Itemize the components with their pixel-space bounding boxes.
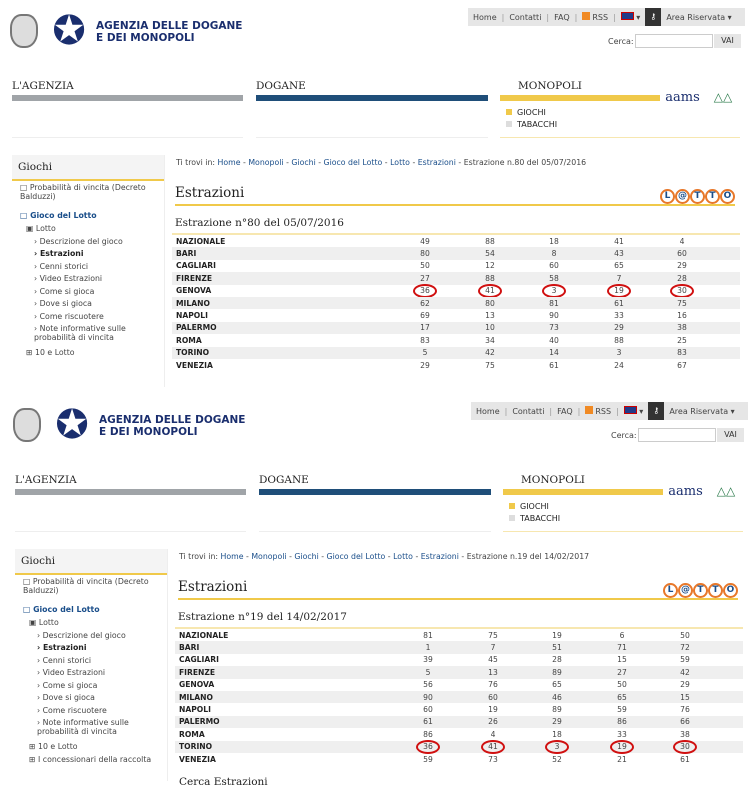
- table-row: [172, 285, 740, 297]
- breadcrumb-link[interactable]: Monopoli: [248, 158, 284, 167]
- city-name: GENOVA: [179, 680, 215, 690]
- breadcrumb-link[interactable]: Estrazioni: [417, 158, 456, 167]
- drawn-number: 29: [677, 261, 687, 271]
- drawn-number: 65: [552, 680, 562, 690]
- agency-star-logo-icon: ✪: [52, 8, 86, 54]
- table-row: [175, 666, 743, 678]
- drawn-number: 80: [485, 298, 495, 308]
- separator: |: [501, 12, 505, 22]
- drawn-number: 29: [680, 680, 690, 690]
- drawn-number: 42: [485, 348, 495, 358]
- sidebar-item-label: Come si gioca: [39, 287, 95, 296]
- table-row: [175, 654, 743, 666]
- page-screenshot: [0, 0, 751, 394]
- breadcrumb-link[interactable]: Gioco del Lotto: [323, 158, 383, 167]
- drawn-number: 65: [614, 261, 624, 271]
- breadcrumb-link[interactable]: Gioco del Lotto: [326, 552, 386, 561]
- city-name: TORINO: [179, 742, 213, 752]
- drawn-number: 50: [617, 680, 627, 690]
- table-row: [175, 728, 743, 740]
- drawn-number: 6: [619, 630, 625, 640]
- sidebar-item[interactable]: ⊞ 10 e Lotto: [29, 742, 78, 751]
- city-name: NAPOLI: [176, 311, 208, 321]
- city-name: BARI: [176, 249, 197, 259]
- drawn-number: 19: [604, 286, 634, 295]
- separator: |: [577, 406, 581, 416]
- drawn-number: 33: [614, 311, 624, 321]
- separator: |: [549, 406, 553, 416]
- republic-emblem-icon: [13, 408, 41, 442]
- drawn-number: 46: [552, 692, 562, 702]
- nav-rss[interactable]: RSS: [585, 406, 611, 416]
- table-row: [175, 716, 743, 728]
- adm-logo-icon: △△: [713, 90, 733, 104]
- sidebar-item-label: Probabilità di vincita (Decreto Balduzzi): [23, 577, 149, 595]
- drawn-number: 75: [488, 630, 498, 640]
- sidebar-item[interactable]: › Come si gioca: [34, 287, 95, 296]
- drawn-number: 29: [420, 360, 430, 370]
- drawn-number: 59: [617, 705, 627, 715]
- breadcrumb-link[interactable]: Giochi: [294, 552, 319, 561]
- drawn-number: 13: [488, 667, 498, 677]
- sidebar-item[interactable]: › Descrizione del gioco: [37, 631, 126, 640]
- drawn-number: 62: [420, 298, 430, 308]
- sidebar-item[interactable]: ⊞ I concessionari della raccolta: [29, 755, 152, 764]
- city-name: ROMA: [179, 729, 205, 739]
- section-dogane[interactable]: DOGANE: [256, 78, 488, 138]
- search-input[interactable]: [635, 34, 713, 48]
- drawn-number: 76: [488, 680, 498, 690]
- drawn-number: 75: [677, 298, 687, 308]
- drawn-number: 72: [680, 643, 690, 653]
- sidebar-item[interactable]: › Cenni storici: [37, 656, 92, 665]
- drawn-number: 81: [549, 298, 559, 308]
- sidebar-item[interactable]: ▣ Lotto: [26, 224, 56, 233]
- drawn-number: 73: [488, 754, 498, 764]
- sidebar-item[interactable]: › Dove si gioca: [37, 693, 95, 702]
- drawn-number: 28: [552, 655, 562, 665]
- search-label: Cerca:: [608, 37, 634, 46]
- drawn-number: 3: [542, 742, 572, 751]
- drawn-number: 38: [680, 729, 690, 739]
- draw-subtitle: Estrazione n°80 del 05/07/2016: [175, 217, 344, 229]
- city-name: NAPOLI: [179, 705, 211, 715]
- table-row: [172, 272, 740, 284]
- drawn-number: 27: [420, 273, 430, 283]
- language-dropdown[interactable]: ▾: [621, 12, 641, 22]
- key-icon[interactable]: ⚷: [648, 402, 664, 420]
- section-agenzia[interactable]: L'AGENZIA: [12, 78, 243, 138]
- sidebar-item[interactable]: › Note informative sulle probabilità di vincita: [37, 718, 129, 736]
- drawn-number: 14: [549, 348, 559, 358]
- breadcrumb-link[interactable]: Giochi: [291, 158, 316, 167]
- sidebar-item[interactable]: ⊞ 10 e Lotto: [26, 348, 75, 357]
- drawn-number: 83: [420, 335, 430, 345]
- menu-giochi[interactable]: GIOCHI: [506, 108, 546, 117]
- drawn-number: 60: [549, 261, 559, 271]
- sidebar-item[interactable]: › Descrizione del gioco: [34, 237, 123, 246]
- drawn-number: 1: [425, 643, 431, 653]
- breadcrumb-link[interactable]: Lotto: [390, 158, 410, 167]
- city-name: BARI: [179, 643, 200, 653]
- drawn-number: 21: [617, 754, 627, 764]
- sidebar-item[interactable]: › Dove si gioca: [34, 299, 92, 308]
- nav-home[interactable]: Home: [476, 406, 500, 416]
- drawn-number: 18: [552, 729, 562, 739]
- section-agenzia[interactable]: L'AGENZIA: [15, 472, 246, 532]
- drawn-number: 15: [680, 692, 690, 702]
- drawn-number: 3: [616, 348, 622, 358]
- table-row: [175, 641, 743, 653]
- drawn-number: 61: [680, 754, 690, 764]
- drawn-number: 42: [680, 667, 690, 677]
- city-name: CAGLIARI: [179, 655, 219, 665]
- separator: |: [616, 406, 619, 416]
- drawn-number: 90: [423, 692, 433, 702]
- drawn-number: 3: [539, 286, 569, 295]
- drawn-number: 56: [423, 680, 433, 690]
- drawn-number: 29: [552, 717, 562, 727]
- breadcrumb-link[interactable]: Estrazioni: [420, 552, 459, 561]
- drawn-number: 45: [488, 655, 498, 665]
- drawn-number: 50: [680, 630, 690, 640]
- sidebar-item-label: Dove si gioca: [39, 299, 92, 308]
- drawn-number: 4: [490, 729, 496, 739]
- breadcrumb-link[interactable]: Home: [220, 552, 244, 561]
- sidebar-title: Giochi: [15, 549, 167, 575]
- divider: [175, 204, 735, 206]
- city-name: ROMA: [176, 335, 202, 345]
- drawn-number: 17: [420, 323, 430, 333]
- draw-results-table: [175, 627, 743, 765]
- menu-tabacchi[interactable]: TABACCHI: [509, 514, 560, 523]
- aams-logo: aams: [665, 90, 700, 105]
- drawn-number: 19: [552, 630, 562, 640]
- search-label: Cerca:: [611, 431, 637, 440]
- divider: [178, 598, 738, 600]
- table-row: [175, 679, 743, 691]
- sidebar-title: Giochi: [12, 155, 164, 181]
- drawn-number: 59: [680, 655, 690, 665]
- drawn-number: 28: [677, 273, 687, 283]
- city-name: FIRENZE: [176, 273, 213, 283]
- drawn-number: 58: [549, 273, 559, 283]
- drawn-number: 71: [617, 643, 627, 653]
- sidebar-item-label: Dove si gioca: [42, 693, 95, 702]
- drawn-number: 26: [488, 717, 498, 727]
- table-row: [172, 297, 740, 309]
- drawn-number: 15: [617, 655, 627, 665]
- drawn-number: 10: [485, 323, 495, 333]
- city-name: VENEZIA: [176, 360, 213, 370]
- sidebar-item-label: Video Estrazioni: [42, 668, 106, 677]
- drawn-number: 4: [679, 236, 685, 246]
- table-row: [175, 629, 743, 641]
- sidebar-item[interactable]: □ Gioco del Lotto: [20, 211, 97, 220]
- area-riservata-dropdown[interactable]: Area Riservata ▾: [666, 12, 732, 22]
- sidebar-item[interactable]: □ Probabilità di vincita (Decreto Balduzzi): [20, 183, 146, 201]
- drawn-number: 89: [552, 705, 562, 715]
- table-row: [172, 235, 740, 247]
- drawn-number: 13: [485, 311, 495, 321]
- nav-contatti[interactable]: Contatti: [509, 12, 542, 22]
- city-name: MILANO: [176, 298, 210, 308]
- table-row: [175, 741, 743, 753]
- agency-star-logo-icon: ✪: [55, 402, 89, 448]
- table-row: [172, 347, 740, 359]
- drawn-number: 27: [617, 667, 627, 677]
- sidebar-item[interactable]: › Note informative sulle probabilità di vincita: [34, 324, 126, 342]
- key-icon[interactable]: ⚷: [645, 8, 661, 26]
- drawn-number: 41: [614, 236, 624, 246]
- table-row: [172, 247, 740, 259]
- city-name: CAGLIARI: [176, 261, 216, 271]
- sidebar-item-label: Come riscuotere: [42, 706, 107, 715]
- sidebar-item-label: Probabilità di vincita (Decreto Balduzzi): [20, 183, 146, 201]
- drawn-number: 41: [478, 742, 508, 751]
- drawn-number: 65: [617, 692, 627, 702]
- draw-results-table: [172, 233, 740, 371]
- drawn-number: 34: [485, 335, 495, 345]
- drawn-number: 8: [551, 249, 557, 259]
- uk-flag-icon: [624, 406, 637, 414]
- table-row: [172, 260, 740, 272]
- drawn-number: 69: [420, 311, 430, 321]
- sidebar-item-label: Cenni storici: [42, 656, 92, 665]
- table-row: [172, 334, 740, 346]
- separator: |: [613, 12, 616, 22]
- search-draws-heading: Cerca Estrazioni: [179, 776, 268, 788]
- nav-home[interactable]: Home: [473, 12, 497, 22]
- search-input[interactable]: [638, 428, 716, 442]
- sidebar-item-label: Lotto: [35, 224, 56, 233]
- page-screenshot: [0, 394, 751, 788]
- search-button[interactable]: VAI: [714, 34, 741, 48]
- section-monopoli[interactable]: MONOPOLI GIOCHI TABACCHI: [500, 78, 740, 138]
- sidebar-item[interactable]: › Estrazioni: [34, 249, 84, 258]
- drawn-number: 51: [552, 643, 562, 653]
- drawn-number: 60: [488, 692, 498, 702]
- breadcrumb-link[interactable]: Monopoli: [251, 552, 287, 561]
- sidebar-item-label: Gioco del Lotto: [33, 605, 100, 614]
- sidebar-item[interactable]: □ Probabilità di vincita (Decreto Balduzzi): [23, 577, 149, 595]
- agency-name: AGENZIA DELLE DOGANE E DEI MONOPOLI: [96, 20, 243, 44]
- drawn-number: 67: [677, 360, 687, 370]
- drawn-number: 88: [485, 236, 495, 246]
- sidebar-item[interactable]: › Video Estrazioni: [37, 668, 106, 677]
- drawn-number: 88: [485, 273, 495, 283]
- city-name: PALERMO: [179, 717, 220, 727]
- sidebar-item-label: Cenni storici: [39, 262, 89, 271]
- drawn-number: 29: [614, 323, 624, 333]
- sidebar-item[interactable]: › Cenni storici: [34, 262, 89, 271]
- drawn-number: 5: [425, 667, 431, 677]
- drawn-number: 24: [614, 360, 624, 370]
- drawn-number: 38: [677, 323, 687, 333]
- city-name: FIRENZE: [179, 667, 216, 677]
- menu-tabacchi[interactable]: TABACCHI: [506, 120, 557, 129]
- drawn-number: 7: [490, 643, 496, 653]
- search-button[interactable]: VAI: [717, 428, 744, 442]
- sidebar-item-label: 10 e Lotto: [35, 348, 75, 357]
- sidebar-item[interactable]: ▣ Lotto: [29, 618, 59, 627]
- drawn-number: 88: [614, 335, 624, 345]
- sidebar-item-label: Descrizione del gioco: [42, 631, 126, 640]
- drawn-number: 43: [614, 249, 624, 259]
- breadcrumb-current: Estrazione n.19 del 14/02/2017: [466, 552, 590, 561]
- drawn-number: 19: [607, 742, 637, 751]
- table-row: [172, 359, 740, 371]
- drawn-number: 75: [485, 360, 495, 370]
- drawn-number: 50: [420, 261, 430, 271]
- drawn-number: 33: [617, 729, 627, 739]
- drawn-number: 80: [420, 249, 430, 259]
- table-row: [175, 691, 743, 703]
- sidebar-item-label: Descrizione del gioco: [39, 237, 123, 246]
- drawn-number: 60: [423, 705, 433, 715]
- city-name: NAZIONALE: [179, 630, 229, 640]
- table-row: [172, 309, 740, 321]
- drawn-number: 59: [423, 754, 433, 764]
- drawn-number: 18: [549, 236, 559, 246]
- drawn-number: 86: [423, 729, 433, 739]
- sidebar-item-label: Lotto: [38, 618, 59, 627]
- drawn-number: 81: [423, 630, 433, 640]
- sidebar-item-label: Estrazioni: [42, 643, 87, 652]
- drawn-number: 73: [549, 323, 559, 333]
- sidebar-item-label: Gioco del Lotto: [30, 211, 97, 220]
- drawn-number: 49: [420, 236, 430, 246]
- drawn-number: 36: [410, 286, 440, 295]
- breadcrumb: Ti trovi in: Home - Monopoli - Giochi - Gioco del Lotto - Lotto - Estrazioni - Estrazione n.80 del 05/07/2016: [176, 158, 587, 167]
- lotto-logo: L @ T T O: [663, 582, 743, 602]
- drawn-number: 39: [423, 655, 433, 665]
- sidebar-item-label: Estrazioni: [39, 249, 84, 258]
- breadcrumb-link[interactable]: Home: [217, 158, 241, 167]
- area-riservata-dropdown[interactable]: Area Riservata ▾: [669, 406, 735, 416]
- drawn-number: 54: [485, 249, 495, 259]
- lotto-logo: L @ T T O: [660, 188, 740, 208]
- drawn-number: 66: [680, 717, 690, 727]
- draw-subtitle: Estrazione n°19 del 14/02/2017: [178, 611, 347, 623]
- drawn-number: 76: [680, 705, 690, 715]
- nav-faq[interactable]: FAQ: [554, 12, 570, 22]
- sidebar-item[interactable]: › Come riscuotere: [34, 312, 104, 321]
- drawn-number: 16: [677, 311, 687, 321]
- breadcrumb-current: Estrazione n.80 del 05/07/2016: [463, 158, 587, 167]
- drawn-number: 86: [617, 717, 627, 727]
- section-monopoli[interactable]: MONOPOLI GIOCHI TABACCHI: [503, 472, 743, 532]
- city-name: VENEZIA: [179, 754, 216, 764]
- drawn-number: 61: [614, 298, 624, 308]
- sidebar-item-label: I concessionari della raccolta: [38, 755, 152, 764]
- drawn-number: 83: [677, 348, 687, 358]
- section-dogane[interactable]: DOGANE: [259, 472, 491, 532]
- top-nav: [468, 8, 745, 26]
- city-name: PALERMO: [176, 323, 217, 333]
- drawn-number: 61: [549, 360, 559, 370]
- sidebar: [12, 155, 165, 387]
- uk-flag-icon: [621, 12, 634, 20]
- drawn-number: 36: [413, 742, 443, 751]
- sidebar-item[interactable]: › Video Estrazioni: [34, 274, 103, 283]
- separator: |: [574, 12, 578, 22]
- breadcrumb: Ti trovi in: Home - Monopoli - Giochi - Gioco del Lotto - Lotto - Estrazioni - Estrazione n.19 del 14/02/2017: [179, 552, 590, 561]
- nav-contatti[interactable]: Contatti: [512, 406, 545, 416]
- language-dropdown[interactable]: ▾: [624, 406, 644, 416]
- drawn-number: 60: [677, 249, 687, 259]
- city-name: GENOVA: [176, 286, 212, 296]
- sidebar-item[interactable]: › Come si gioca: [37, 681, 98, 690]
- drawn-number: 52: [552, 754, 562, 764]
- sidebar-item[interactable]: › Estrazioni: [37, 643, 87, 652]
- drawn-number: 25: [677, 335, 687, 345]
- sidebar-item-label: 10 e Lotto: [38, 742, 78, 751]
- drawn-number: 5: [422, 348, 428, 358]
- sidebar-item-label: Come si gioca: [42, 681, 98, 690]
- drawn-number: 90: [549, 311, 559, 321]
- drawn-number: 7: [616, 273, 622, 283]
- city-name: TORINO: [176, 348, 210, 358]
- table-row: [172, 322, 740, 334]
- nav-rss[interactable]: RSS: [582, 12, 608, 22]
- page-title: Estrazioni: [175, 185, 245, 201]
- drawn-number: 41: [475, 286, 505, 295]
- republic-emblem-icon: [10, 14, 38, 48]
- city-name: NAZIONALE: [176, 236, 226, 246]
- separator: |: [504, 406, 508, 416]
- top-nav: [471, 402, 748, 420]
- table-row: [175, 703, 743, 715]
- drawn-number: 30: [667, 286, 697, 295]
- sidebar-item-label: Video Estrazioni: [39, 274, 103, 283]
- menu-giochi[interactable]: GIOCHI: [509, 502, 549, 511]
- agency-name: AGENZIA DELLE DOGANE E DEI MONOPOLI: [99, 414, 246, 438]
- table-row: [175, 753, 743, 765]
- sidebar-item-label: Come riscuotere: [39, 312, 104, 321]
- sidebar: [15, 549, 168, 781]
- sidebar-item-label: Note informative sulle probabilità di vincita: [34, 324, 126, 342]
- drawn-number: 30: [670, 742, 700, 751]
- city-name: MILANO: [179, 692, 213, 702]
- rss-icon: [582, 12, 590, 20]
- sidebar-item-label: Note informative sulle probabilità di vincita: [37, 718, 129, 736]
- rss-icon: [585, 406, 593, 414]
- drawn-number: 61: [423, 717, 433, 727]
- breadcrumb-link[interactable]: Lotto: [393, 552, 413, 561]
- drawn-number: 19: [488, 705, 498, 715]
- nav-faq[interactable]: FAQ: [557, 406, 573, 416]
- drawn-number: 89: [552, 667, 562, 677]
- separator: |: [546, 12, 550, 22]
- adm-logo-icon: △△: [716, 484, 736, 498]
- sidebar-item[interactable]: □ Gioco del Lotto: [23, 605, 100, 614]
- drawn-number: 40: [549, 335, 559, 345]
- sidebar-item[interactable]: › Come riscuotere: [37, 706, 107, 715]
- page-title: Estrazioni: [178, 579, 248, 595]
- drawn-number: 12: [485, 261, 495, 271]
- aams-logo: aams: [668, 484, 703, 499]
